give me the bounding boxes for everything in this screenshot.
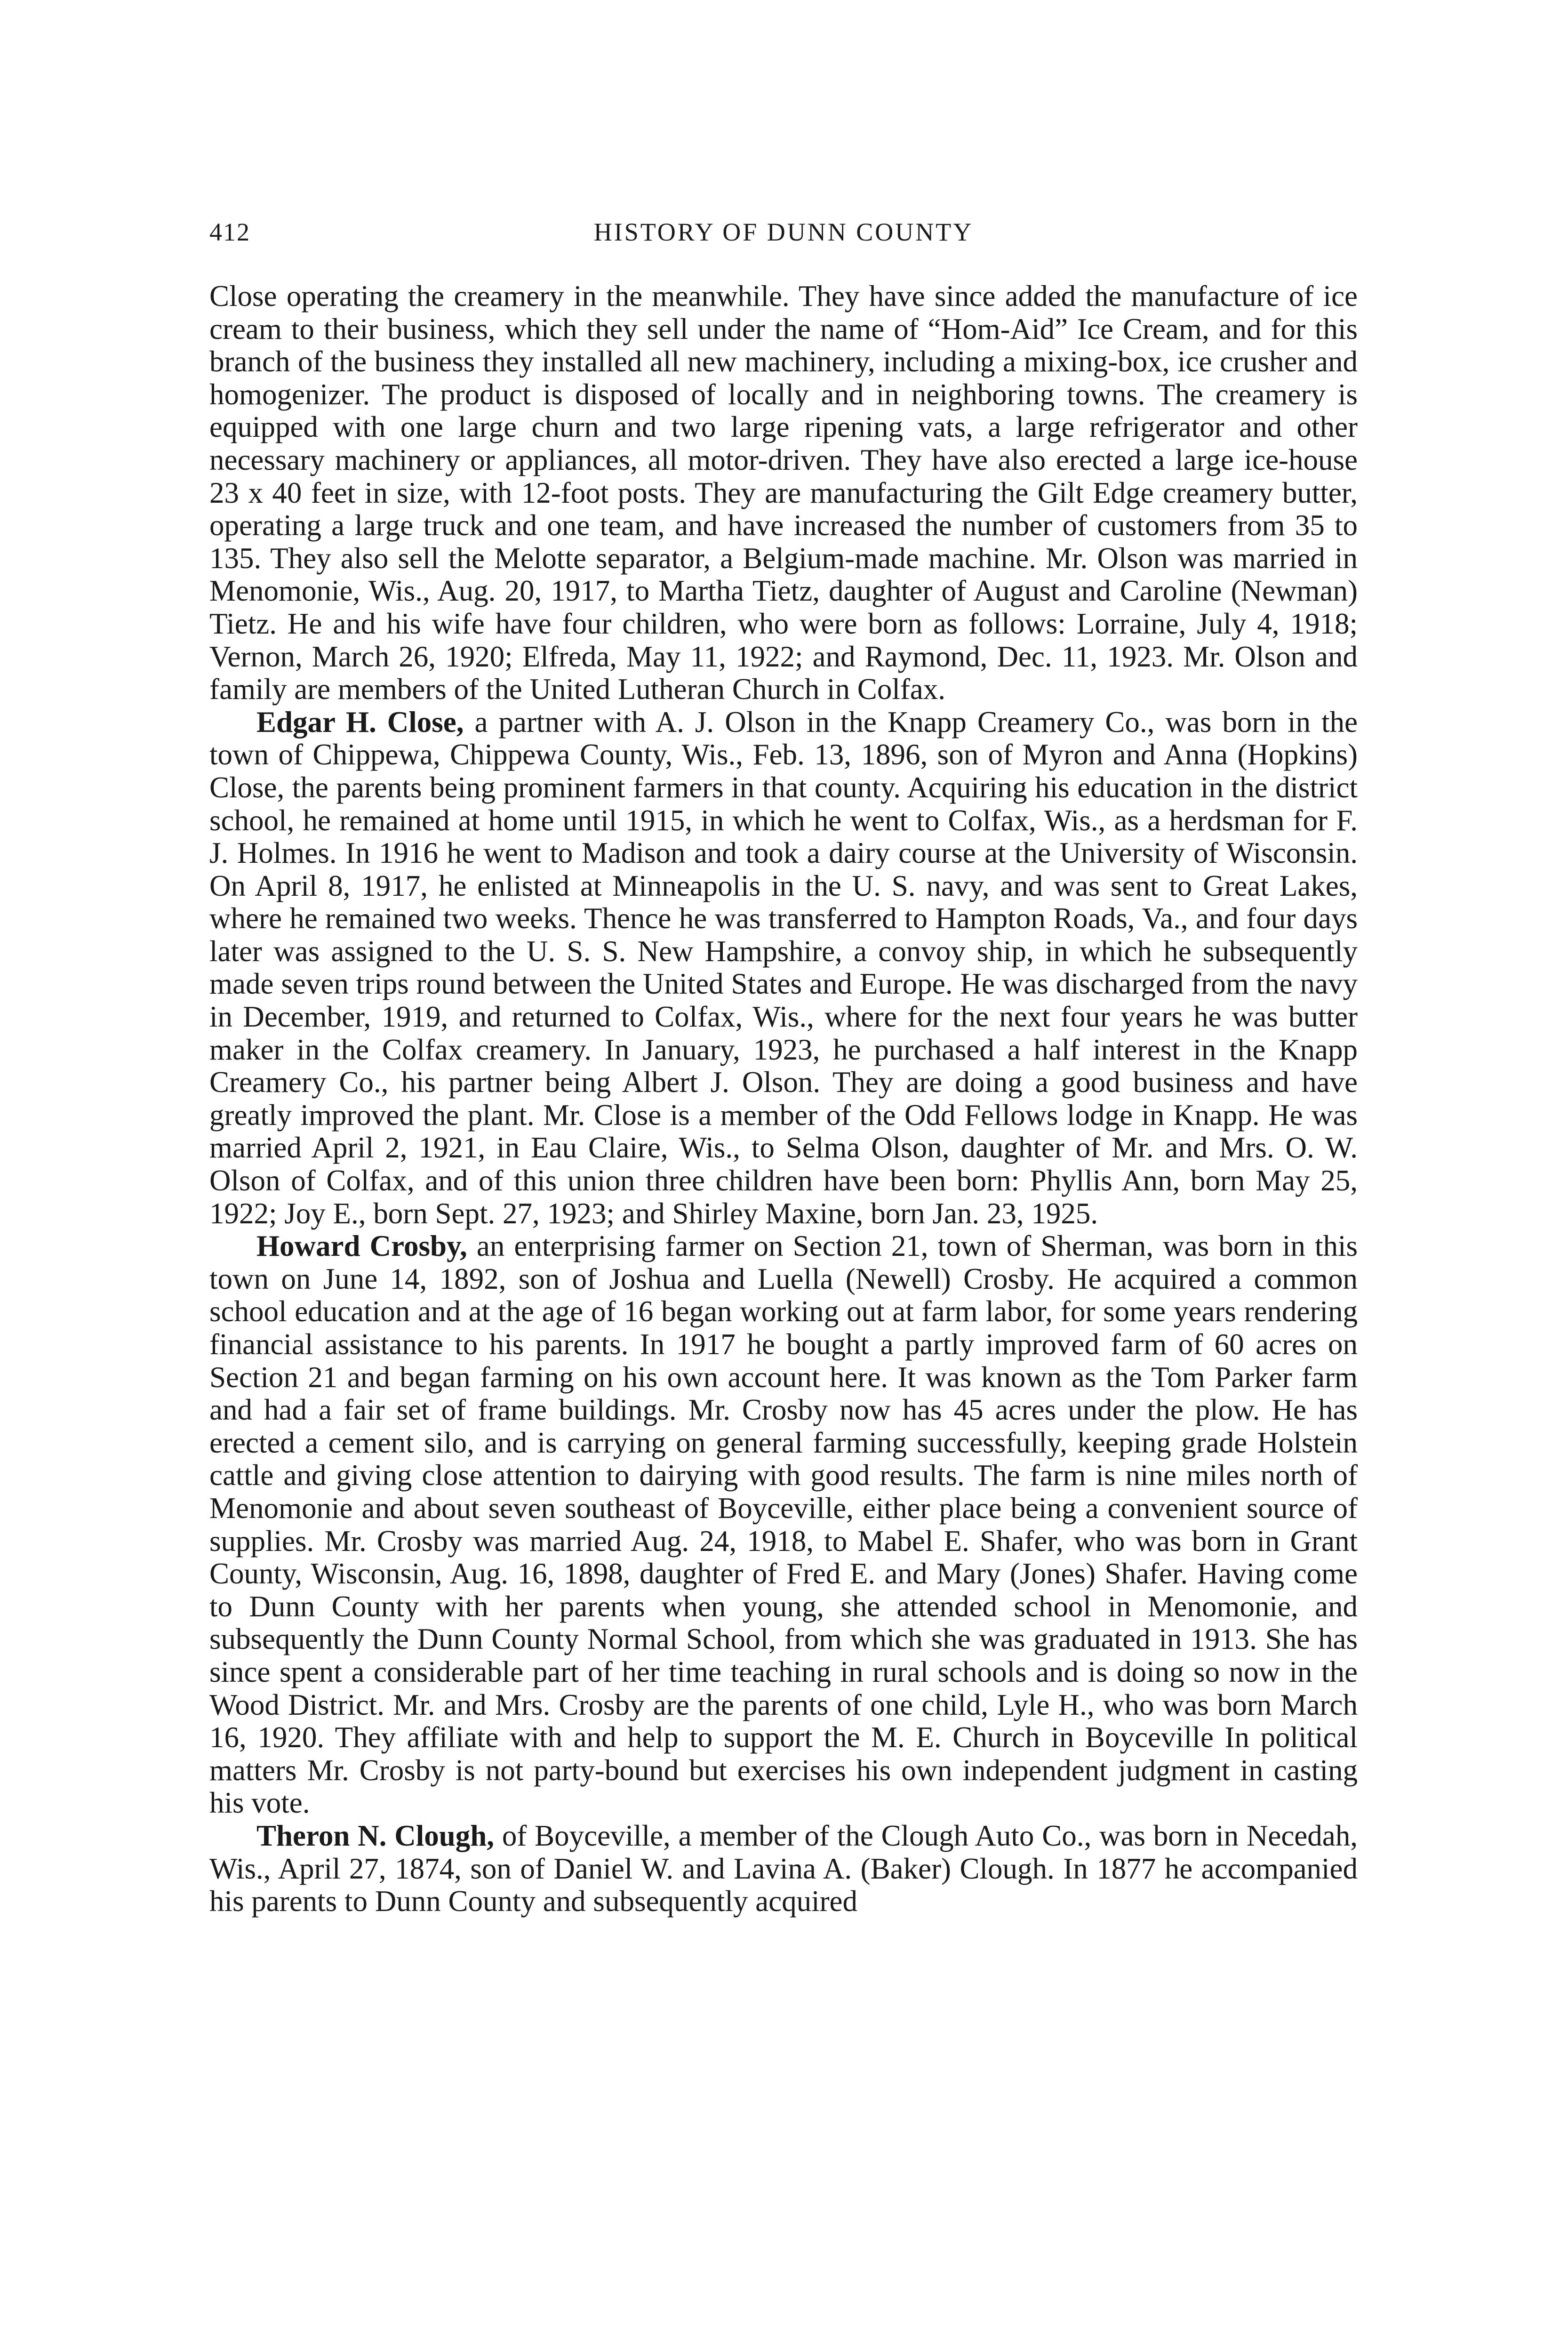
paragraph-theron-clough bbox=[209, 1820, 1358, 1918]
paragraph-text: of Boyceville, a member of the Clough Auto Co., was born in Necedah, Wis., April 27, 1874, son of Daniel W. and Lavina A. (Baker) Clough. In 1877 he accompanied his parents to Dunn County and subsequently acquired bbox=[209, 1819, 1358, 1918]
page-header bbox=[209, 217, 1358, 255]
running-head: HISTORY OF DUNN COUNTY bbox=[593, 218, 974, 246]
paragraph-text: an enterprising farmer on Section 21, town of Sherman, was born in this town on June 14, 1892, son of Joshua and Luella (Newell) Crosby. He acquired a common school education and at the age of 16 began working out at farm labor, for some years rendering financial assistance to his parents. In 1917 he bought a partly improved farm of 60 acres on Section 21 and began farming on his own account here. It was known as the Tom Parker farm and had a fair set of frame buildings. Mr. Crosby now has 45 acres under the plow. He has erected a cement silo, and is carrying on general farming successfully, keeping grade Holstein cattle and giving close attention to dairying with good results. The farm is nine miles north of Menomonie and about seven southeast of Boyceville, either place being a convenient source of supplies. Mr. Crosby was married Aug. 24, 1918, to Mabel E. Shafer, who was born in Grant County, Wisconsin, Aug. 16, 1898, daughter of Fred E. and Mary (Jones) Shafer. Having come to Dunn County with her parents when young, she attended school in Menomonie, and subsequently the Dunn County Normal School, from which she was graduated in 1913. She has since spent a considerable part of her time teaching in rural schools and is doing so now in the Wood District. Mr. and Mrs. Crosby are the parents of one child, Lyle H., who was born March 16, 1920. They affiliate with and help to support the M. E. Church in Boyceville In political matters Mr. Crosby is not party-bound but exercises his own independent judgment in casting his vote. bbox=[209, 1229, 1358, 1820]
bio-name: Edgar H. Close, bbox=[256, 705, 464, 739]
bio-name: Howard Crosby, bbox=[256, 1229, 467, 1263]
paragraph-howard-crosby bbox=[209, 1230, 1358, 1820]
body-text bbox=[209, 280, 1358, 1918]
page-number: 412 bbox=[209, 218, 250, 246]
paragraph-edgar-close bbox=[209, 706, 1358, 1230]
paragraph-text: Close operating the creamery in the meanwhile. They have since added the manufacture of ice cream to their business, which they sell under the name of “Hom-Aid” Ice Cream, and for this branch of the business they installed all new machinery, including a mixing-box, ice crusher and homogenizer. The product is disposed of locally and in neighboring towns. The creamery is equipped with one large churn and two large ripening vats, a large refrigerator and other necessary machinery or appliances, all motor-driven. They have also erected a large ice-house 23 x 40 feet in size, with 12-foot posts. They are manufacturing the Gilt Edge creamery butter, operating a large truck and one team, and have increased the number of customers from 35 to 135. They also sell the Melotte separator, a Belgium-made machine. Mr. Olson was married in Menomonie, Wis., Aug. 20, 1917, to Martha Tietz, daughter of August and Caroline (Newman) Tietz. He and his wife have four children, who were born as follows: Lorraine, July 4, 1918; Vernon, March 26, 1920; Elfreda, May 11, 1922; and Raymond, Dec. 11, 1923. Mr. Olson and family are members of the United Lutheran Church in Colfax. bbox=[209, 280, 1358, 706]
paragraph-text: a partner with A. J. Olson in the Knapp Creamery Co., was born in the town of Chippewa, Chippewa County, Wis., Feb. 13, 1896, son of Myron and Anna (Hopkins) Close, the parents being prominent farmers in that county. Acquiring his education in the district school, he remained at home until 1915, in which he went to Colfax, Wis., as a herdsman for F. J. Holmes. In 1916 he went to Madison and took a dairy course at the University of Wisconsin. On April 8, 1917, he enlisted at Minneapolis in the U. S. navy, and was sent to Great Lakes, where he remained two weeks. Thence he was transferred to Hampton Roads, Va., and four days later was assigned to the U. S. S. New Hampshire, a convoy ship, in which he subsequently made seven trips round between the United States and Europe. He was discharged from the navy in December, 1919, and returned to Colfax, Wis., where for the next four years he was butter maker in the Colfax creamery. In January, 1923, he purchased a half interest in the Knapp Creamery Co., his partner being Albert J. Olson. They are doing a good business and have greatly improved the plant. Mr. Close is a member of the Odd Fellows lodge in Knapp. He was married April 2, 1921, in Eau Claire, Wis., to Selma Olson, daughter of Mr. and Mrs. O. W. Olson of Colfax, and of this union three children have been born: Phyllis Ann, born May 25, 1922; Joy E., born Sept. 27, 1923; and Shirley Maxine, born Jan. 23, 1925. bbox=[209, 705, 1358, 1230]
bio-name: Theron N. Clough, bbox=[256, 1819, 495, 1852]
paragraph-olson-continued bbox=[209, 280, 1358, 706]
